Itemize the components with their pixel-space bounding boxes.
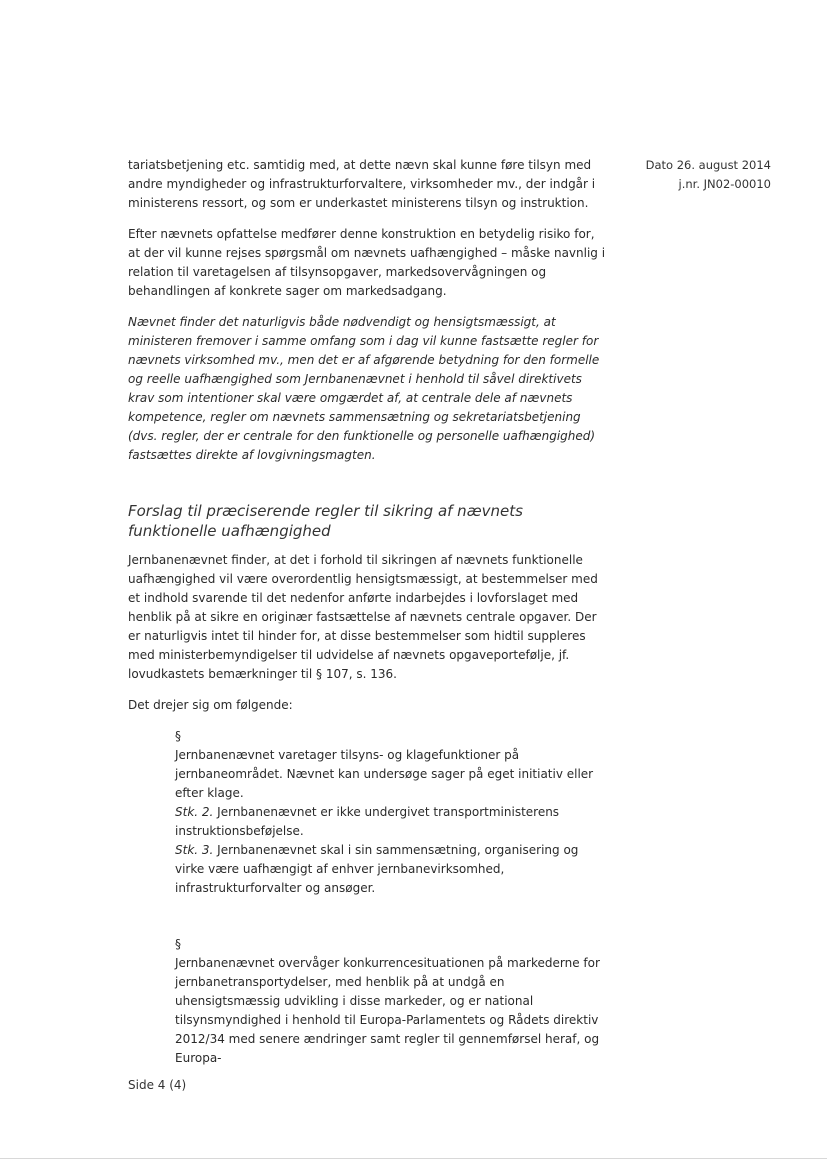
- stk2-label: Stk. 2.: [175, 805, 214, 819]
- law-section-1-text: Jernbanenævnet varetager tilsyns- og klagefunktioner på jernbaneområdet. Nævnet kan undersøge sager på eget initiativ eller efter klage.: [175, 748, 594, 800]
- paragraph-secretariat: tariatsbetjening etc. samtidig med, at dette nævn skal kunne føre tilsyn med andre myndigheder og infrastrukturforvaltere, virksomheder mv., der indgår i ministerens ressort, og som er underkastet ministerens tilsyn og instruktion.: [128, 158, 596, 210]
- law-section-1-stk2: [175, 803, 610, 841]
- stk2-text: Jernbanenævnet er ikke undergivet transportministerens instruktionsbeføjelse.: [175, 805, 560, 838]
- section-symbol: §: [175, 937, 181, 951]
- journal-number: j.nr. JN02-00010: [678, 177, 771, 191]
- paragraph-risk: Efter nævnets opfattelse medfører denne konstruktion en betydelig risiko for, at der vil kunne rejses spørgsmål om nævnets uafhængighed – måske navnlig i relation til varetagelsen af tilsynsopgaver, markedsovervågningen og behandlingen af konkrete sager om markedsadgang.: [128, 227, 606, 298]
- law-section-2-text: Jernbanenævnet overvåger konkurrencesituationen på markederne for jernbanetransportydelser, med henblik på at undgå en uhensigtsmæssig udvikling i disse markeder, og er national tilsynsmyndighed i henhold til Europa-Parlamentets og Rådets direktiv 2012/34 med senere ændringer samt regler til gennemførsel heraf, og Europa-: [175, 956, 600, 1065]
- paragraph-legislation: Nævnet finder det naturligvis både nødvendigt og hensigtsmæssigt, at ministeren fremover i samme omfang som i dag vil kunne fastsætte regler for nævnets virksomhed mv., men det er af afgørende betydning for den formelle og reelle uafhængighed som Jernbanenævnet i henhold til såvel direktivets krav som intentioner skal være omgærdet af, at centrale dele af nævnets kompetence, regler om nævnets sammensætning og sekretariatsbetjening (dvs. regler, der er centrale for den funktionelle og personelle uafhængighed) fastsættes direkte af lovgivningsmagten.: [128, 315, 600, 462]
- law-section-1: [175, 727, 610, 898]
- document-meta: [646, 156, 771, 194]
- page-number: Side 4 (4): [128, 1078, 187, 1092]
- stk3-text: Jernbanenævnet skal i sin sammensætning, organisering og virke være uafhængigt af enhver jernbanevirksomhed, infrastrukturforvalter og ansøger.: [175, 843, 579, 895]
- section-symbol: §: [175, 729, 181, 743]
- document-body: [128, 156, 610, 1068]
- stk3-label: Stk. 3.: [175, 843, 214, 857]
- document-date: Dato 26. august 2014: [645, 158, 771, 172]
- paragraph-proposal: Jernbanenævnet finder, at det i forhold til sikringen af nævnets funktionelle uafhængighed vil være overordentlig hensigtsmæssigt, at bestemmelser med et indhold svarende til det nedenfor anførte indarbejdes i lovforslaget med henblik på at sikre en originær fastsættelse af nævnets centrale opgaver. Der er naturligvis intet til hinder for, at disse bestemmelser som hidtil suppleres med ministerbemyndigelser til udvidelse af nævnets opgaveportefølje, jf. lovudkastets bemærkninger til § 107, s. 136.: [128, 553, 598, 681]
- law-section-2: [175, 935, 610, 1068]
- paragraph-intro: Det drejer sig om følgende:: [128, 698, 293, 712]
- bottom-divider: [0, 1158, 827, 1159]
- section-heading: Forslag til præciserende regler til sikring af nævnets funktionelle uafhængighed: [128, 502, 523, 540]
- law-section-1-stk3: [175, 841, 610, 898]
